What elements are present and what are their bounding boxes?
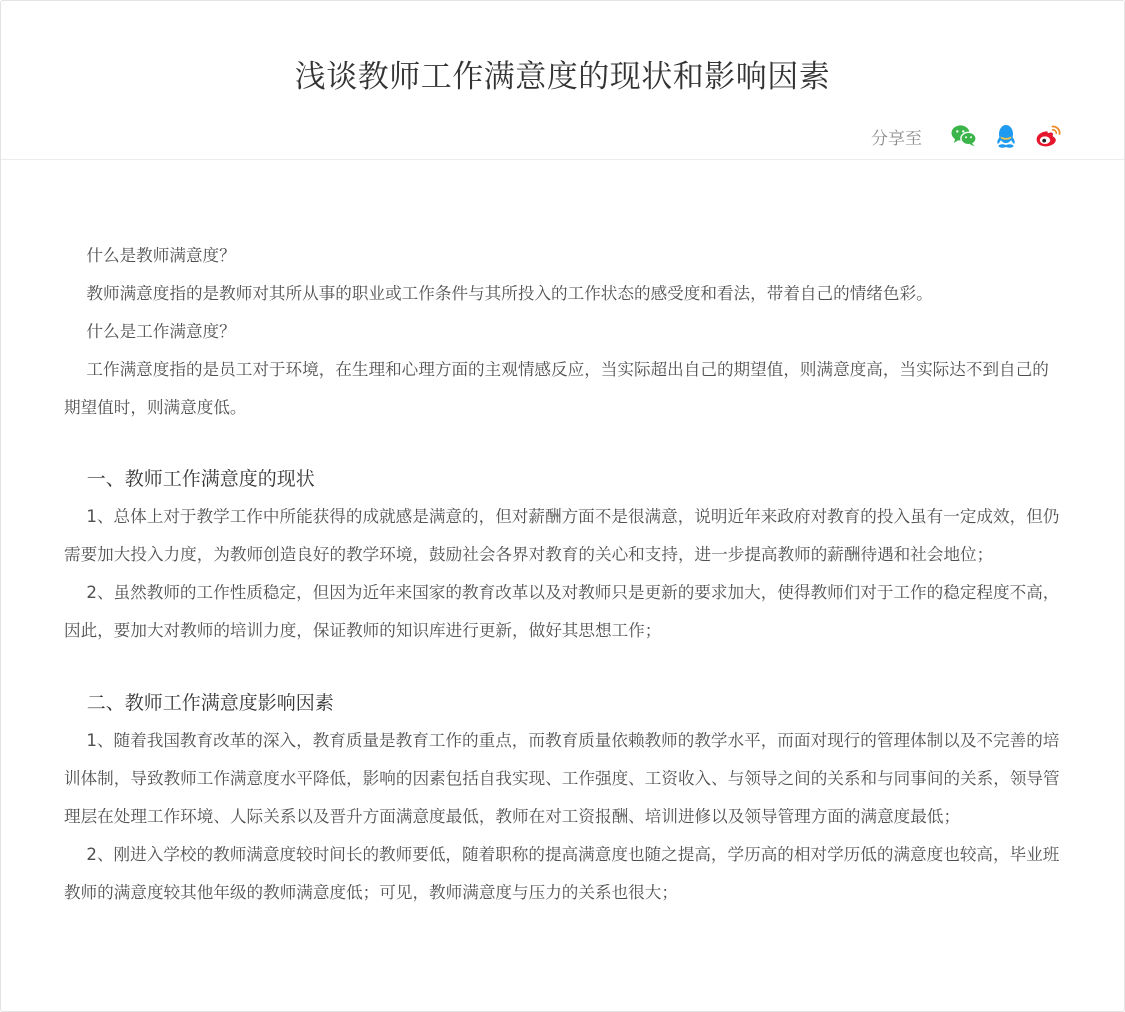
section-heading-status: 一、教师工作满意度的现状 bbox=[86, 468, 315, 490]
page-title: 浅谈教师工作满意度的现状和影响因素 bbox=[294, 59, 831, 95]
section-paragraph: 1、随着我国教育改革的深入，教育质量是教育工作的重点，而教育质量依赖教师的教学水平，而面对现行的管理体制以及不完善的培训体制，导致教师工作满意度水平降低，影响的因素包括自我实现、工作强度、工资收入、与领导之间的关系和与同事间的关系，领导管理层在处理工作环境、人际关系以及晋升方面满意度最低，教师在对工资报酬、培训进修以及领导管理方面的满意度最低； bbox=[64, 731, 1060, 826]
share-bar bbox=[871, 123, 1062, 149]
article-body bbox=[64, 237, 1064, 912]
section-paragraph: 1、总体上对于教学工作中所能获得的成就感是满意的，但对薪酬方面不是很满意，说明近年来政府对教育的投入虽有一定成效，但仍需要加大投入力度，为教师创造良好的教学环境，鼓励社会各界对教育的关心和支持，进一步提高教师的薪酬待遇和社会地位； bbox=[64, 507, 1060, 564]
section-paragraph: 2、刚进入学校的教师满意度较时间长的教师要低，随着职称的提高满意度也随之提高，学历高的相对学历低的满意度也较高，毕业班教师的满意度较其他年级的教师满意度低；可见，教师满意度与压力的关系也很大； bbox=[64, 845, 1060, 902]
qq-icon[interactable] bbox=[992, 123, 1020, 149]
share-label: 分享至 bbox=[871, 128, 922, 149]
intro-question-2: 什么是工作满意度？ bbox=[86, 322, 236, 341]
intro-answer-1: 教师满意度指的是教师对其所从事的职业或工作条件与其所投入的工作状态的感受度和看法，带着自己的情绪色彩。 bbox=[86, 284, 933, 303]
spacer bbox=[64, 650, 1064, 684]
section-paragraph: 2、虽然教师的工作性质稳定，但因为近年来国家的教育改革以及对教师只是更新的要求加大，使得教师们对于工作的稳定程度不高，因此，要加大对教师的培训力度，保证教师的知识库进行更新，做好其思想工作； bbox=[64, 583, 1060, 640]
weibo-icon[interactable] bbox=[1034, 123, 1062, 149]
spacer bbox=[64, 427, 1064, 460]
article-header bbox=[1, 1, 1124, 160]
intro-answer-2: 工作满意度指的是员工对于环境，在生理和心理方面的主观情感反应，当实际超出自己的期望值，则满意度高，当实际达不到自己的期望值时，则满意度低。 bbox=[64, 360, 1049, 417]
wechat-icon[interactable] bbox=[950, 123, 978, 149]
intro-question-1: 什么是教师满意度？ bbox=[86, 246, 236, 265]
section-heading-factors: 二、教师工作满意度影响因素 bbox=[86, 692, 334, 714]
